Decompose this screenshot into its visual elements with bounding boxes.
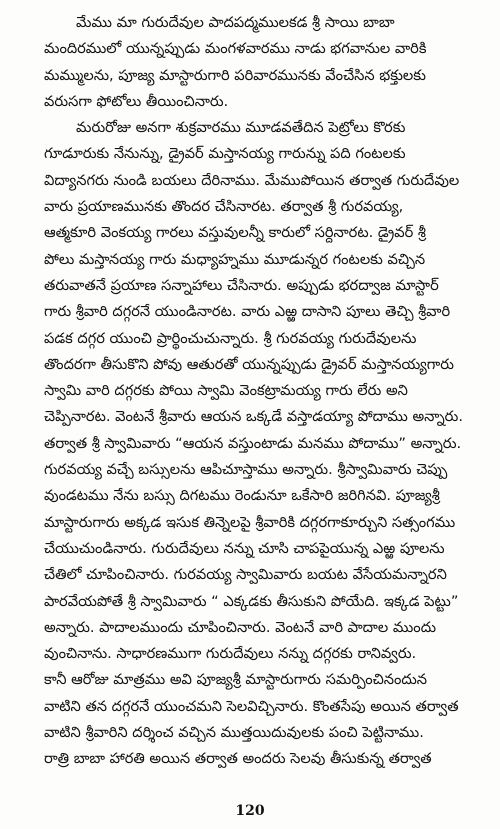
paragraph-2-line-19: పారవేయపోతే శ్రీ స్వామివారు “ ఎక్కడకు తీసుకుని పోయేది. ఇక్కడ పెట్టు” xyxy=(44,592,459,610)
paragraph-2-line-11: స్వామి వారి దగ్గరకు పోయి స్వామి వెంకట్రామయ్య గారు లేరు అని xyxy=(44,382,408,400)
body-text xyxy=(44,10,484,773)
paragraph-2-line-15: వుండటము నేను బస్సు దిగటము రెండునూ ఒకేసారి జరిగినవి. పూజ్యశ్రీ xyxy=(44,487,440,505)
paragraph-2-line-14: గురవయ్య వచ్చే బస్సులను ఆపిచూస్తాము అన్నారు. శ్రీస్వామివారు చెప్పు xyxy=(44,461,448,479)
paragraph-1-line-3: మమ్ములను, పూజ్య మాస్టారుగారి పరివారమునకు వేంచేసిన భక్తులకు xyxy=(44,66,426,84)
paragraph-2-line-4: వారు ప్రయాణమునకు తొందర చేసినారట. తర్వాత శ్రీ గురవయ్య, xyxy=(44,198,404,216)
paragraph-1-line-1: మేము మా గురుదేవుల పాదపద్మములకడ శ్రీ సాయి బాబా xyxy=(76,14,395,31)
paragraph-2-line-23: వాటిని తన దగ్గరనే యుంచమని సెలవిచ్చినారు. కొంతసేపు అయిన తర్వాత xyxy=(44,697,459,715)
paragraph-2-line-2: గూడూరుకు నేనున్ను, డ్రైవర్ మస్తానయ్య గారున్ను పది గంటలకు xyxy=(44,145,406,163)
paragraph-2-line-18: చేతిలో చూపించినారు. గురవయ్య స్వామివారు బయట వేసేయమన్నారని xyxy=(44,566,447,584)
paragraph-2-line-9: పడక దగ్గర యుంచి ప్రార్థించుచున్నారు. శ్రీ గురవయ్య గురుదేవులను xyxy=(44,329,417,347)
paragraph-2-line-12: చెప్పినారట. వెంటనే శ్రీవారు ఆయన ఒక్కడే వస్తాడయ్యా పోదాము అన్నారు. xyxy=(44,408,464,426)
paragraph-1-line-4: వరుసగా ఫోటోలు తీయించినారు. xyxy=(44,92,229,110)
paragraph-1-line-2: మందిరములో యున్నప్పుడు మంగళవారము నాడు భగవానుల వారికి xyxy=(44,40,427,58)
paragraph-2-line-10: తొందరగా తీసుకొని పోవు ఆతురతో యున్నప్పుడు డ్రైవర్ మస్తానయ్యగారు xyxy=(44,355,454,373)
page-number: 120 xyxy=(235,803,265,819)
paragraph-2-line-6: పోలు మస్తానయ్య గారు మధ్యాహ్నము మూడున్నర గంటలకు వచ్చిన xyxy=(44,250,426,268)
paragraph-2-line-1: మరురోజు అనగా శుక్రవారము మూడవతేదిన పెట్రోలు కొరకు xyxy=(76,119,406,137)
paragraph-2-line-25: రాత్రి బాబా హారతి అయిన తర్వాత అందరు సెలవు తీసుకున్న తర్వాత xyxy=(44,750,432,768)
paragraph-2-line-20: అన్నారు. పాదాలముందు చూపించినారు. వెంటనే వారి పాదాల ముందు xyxy=(44,618,437,636)
paragraph-2-line-16: మాస్టారుగారు అక్కడ ఇసుక తిన్నెలపై శ్రీవారికి దగ్గరగాకూర్చుని సత్సంగము xyxy=(44,513,456,531)
paragraph-2-line-7: తరువాతనే ప్రయాణ సన్నాహాలు చేసినారు. అప్పుడు భరద్వాజ మాస్టార్ xyxy=(44,276,439,294)
paragraph-2-line-5: ఆత్మకూరి వెంకయ్య గారలు వస్తువులన్నీ కారులో సర్దినారట. డ్రైవర్ శ్రీ xyxy=(44,224,426,242)
paragraph-2-line-17: చేయుచుండినారు. గురుదేవులు నన్ను చూసి చాపపైయున్న ఎఱ్ఱ పూలను xyxy=(44,539,445,557)
paragraph-2-line-13: తర్వాత శ్రీ స్వామివారు “ఆయన వస్తుంటాడు మనము పోదాము” అన్నారు. xyxy=(44,434,462,452)
paragraph-2-line-8: గారు శ్రీవారి దగ్గరనే యుండినారట. వారు ఎఱ్ఱ దాసాని పూలు తెచ్చి శ్రీవారి xyxy=(44,303,451,321)
paragraph-2-line-21: వుంచినాను. సాధారణముగా గురుదేవులు నన్ను దగ్గరకు రానివ్వరు. xyxy=(44,645,417,663)
paragraph-2-line-3: విద్యానగరు నుండి బయలు దేరినాము. మేముపోయిన తర్వాత గురుదేవుల xyxy=(44,171,460,189)
paragraph-2-line-22: కానీ ఆరోజు మాత్రము అవి పూజ్యశ్రీ మాస్టారుగారు సమర్పించినందున xyxy=(44,671,428,689)
paragraph-2-line-24: వాటిని శ్రీవారిని దర్శించ వచ్చిన ముత్తయిదువులకు పంచి పెట్టినాము. xyxy=(44,724,424,742)
